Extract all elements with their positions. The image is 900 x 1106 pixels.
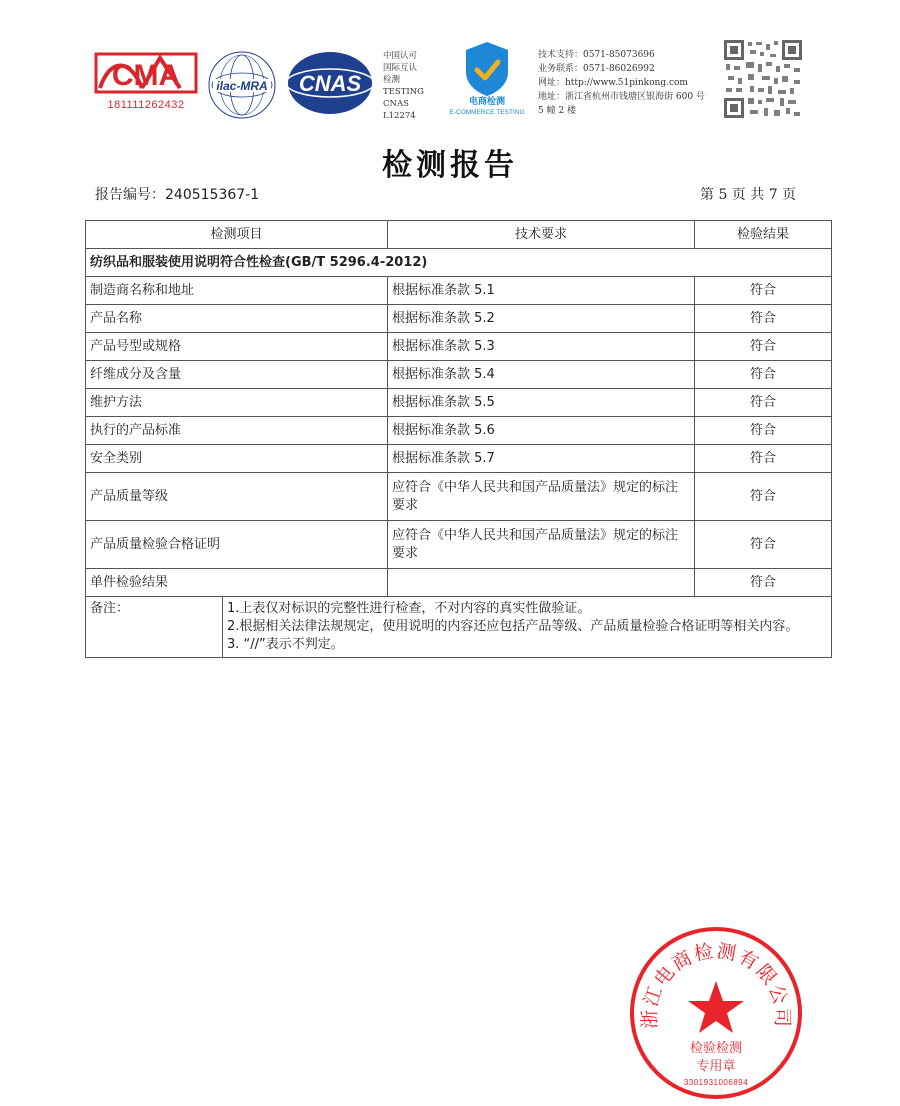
note-item: 3. “//”表示不判定。: [227, 637, 344, 652]
contact-address: 地址：浙江省杭州市钱塘区银海街 600 号: [538, 92, 705, 102]
row-result: 符合: [695, 277, 832, 305]
row-requirement: 根据标准条款 5.5: [388, 389, 695, 417]
row-item: 产品名称: [86, 305, 388, 333]
row-item: 产品质量检验合格证明: [86, 521, 388, 569]
row-item: 纤维成分及含量: [86, 361, 388, 389]
row-item: 制造商名称和地址: [86, 277, 388, 305]
report-number-value: 240515367-1: [165, 187, 260, 203]
notes-row: [86, 597, 832, 658]
contact-info: [538, 48, 705, 118]
row-requirement: 根据标准条款 5.6: [388, 417, 695, 445]
cnas-cert-text: [383, 50, 443, 122]
row-item: 产品号型或规格: [86, 333, 388, 361]
cnas-logo: [285, 50, 375, 116]
table-row: [86, 445, 832, 473]
table-row: [86, 361, 832, 389]
row-requirement: 根据标准条款 5.2: [388, 305, 695, 333]
cnas-cert-line: TESTING: [383, 87, 424, 97]
official-seal: [628, 925, 804, 1101]
row-item: 执行的产品标准: [86, 417, 388, 445]
cma-logo: [90, 48, 202, 112]
row-result: 符合: [695, 417, 832, 445]
report-title: 检测报告: [382, 148, 518, 183]
cma-logo-graphic: [90, 48, 202, 112]
row-item: 单件检验结果: [86, 569, 388, 597]
row-result: 符合: [695, 333, 832, 361]
row-requirement: 应符合《中华人民共和国产品质量法》规定的标注要求: [388, 473, 695, 521]
row-requirement: 根据标准条款 5.4: [388, 361, 695, 389]
row-item: 维护方法: [86, 389, 388, 417]
table-row: [86, 521, 832, 569]
report-number-label: 报告编号：: [95, 187, 165, 203]
row-requirement: 根据标准条款 5.1: [388, 277, 695, 305]
ecommerce-testing-logo: [442, 38, 532, 116]
qr-code: [722, 38, 804, 120]
cma-number: 181111262432: [107, 99, 185, 111]
report-number: [95, 184, 259, 204]
row-requirement: 根据标准条款 5.3: [388, 333, 695, 361]
cma-logo-text: CMA: [111, 59, 181, 92]
row-result: 符合: [695, 473, 832, 521]
ec-logo-en: E-COMMERCE TESTING: [449, 109, 525, 116]
header-requirement: 技术要求: [388, 221, 695, 249]
qr-code-graphic: [722, 38, 804, 120]
row-result: 符合: [695, 361, 832, 389]
section-row: [86, 249, 832, 277]
row-result: 符合: [695, 445, 832, 473]
shield-icon: [466, 42, 508, 96]
notes-content: [223, 597, 832, 658]
cnas-cert-line: 国际互认: [383, 63, 418, 73]
row-requirement: 应符合《中华人民共和国产品质量法》规定的标注要求: [388, 521, 695, 569]
contact-website: 网址：http://www.51pinkong.com: [538, 78, 688, 88]
row-result: 符合: [695, 569, 832, 597]
cnas-cert-line: 中国认可: [383, 51, 418, 61]
table-header-row: [86, 221, 832, 249]
cnas-logo-text: CNAS: [298, 71, 362, 96]
row-result: 符合: [695, 521, 832, 569]
inspection-table: [85, 220, 832, 658]
header-result: 检验结果: [695, 221, 832, 249]
cnas-cert-line: CNAS L12274: [383, 99, 416, 121]
table-row: [86, 277, 832, 305]
note-item: 1.上表仅对标识的完整性进行检查，不对内容的真实性做验证。: [227, 601, 591, 616]
table-row: [86, 333, 832, 361]
ilac-logo-text: ilac-MRA: [216, 79, 268, 93]
ec-logo-cn: 电商检测: [468, 97, 506, 107]
header-item: 检测项目: [86, 221, 388, 249]
contact-address-2: 5 幢 2 楼: [538, 106, 577, 116]
page-info: 第 5 页 共 7 页: [700, 187, 797, 203]
notes-label: 备注：: [86, 597, 223, 658]
seal-company-path: 浙江电商检测有限公司: [638, 939, 794, 1029]
seal-line1: 检验检测: [689, 1041, 743, 1056]
cnas-cert-line: 检测: [383, 75, 401, 85]
table-row: [86, 389, 832, 417]
table-row: [86, 569, 832, 597]
table-row: [86, 417, 832, 445]
row-result: 符合: [695, 389, 832, 417]
contact-tech-support: 技术支持：0571-85073696: [538, 50, 655, 60]
row-result: 符合: [695, 305, 832, 333]
row-requirement: 根据标准条款 5.7: [388, 445, 695, 473]
star-icon: [688, 981, 744, 1033]
row-item: 安全类别: [86, 445, 388, 473]
row-requirement: [388, 569, 695, 597]
row-item: 产品质量等级: [86, 473, 388, 521]
seal-number: 3301931006894: [683, 1078, 749, 1087]
contact-business: 业务联系：0571-86026992: [538, 64, 655, 74]
table-row: [86, 473, 832, 521]
note-item: 2.根据相关法律法规规定，使用说明的内容还应包括产品等级、产品质量检验合格证明等相关内容。: [227, 619, 799, 634]
table-row: [86, 305, 832, 333]
seal-line2: 专用章: [696, 1059, 736, 1074]
section-title: 纺织品和服装使用说明符合性检查(GB/T 5296.4-2012): [86, 249, 832, 277]
ilac-mra-logo: [207, 50, 277, 120]
